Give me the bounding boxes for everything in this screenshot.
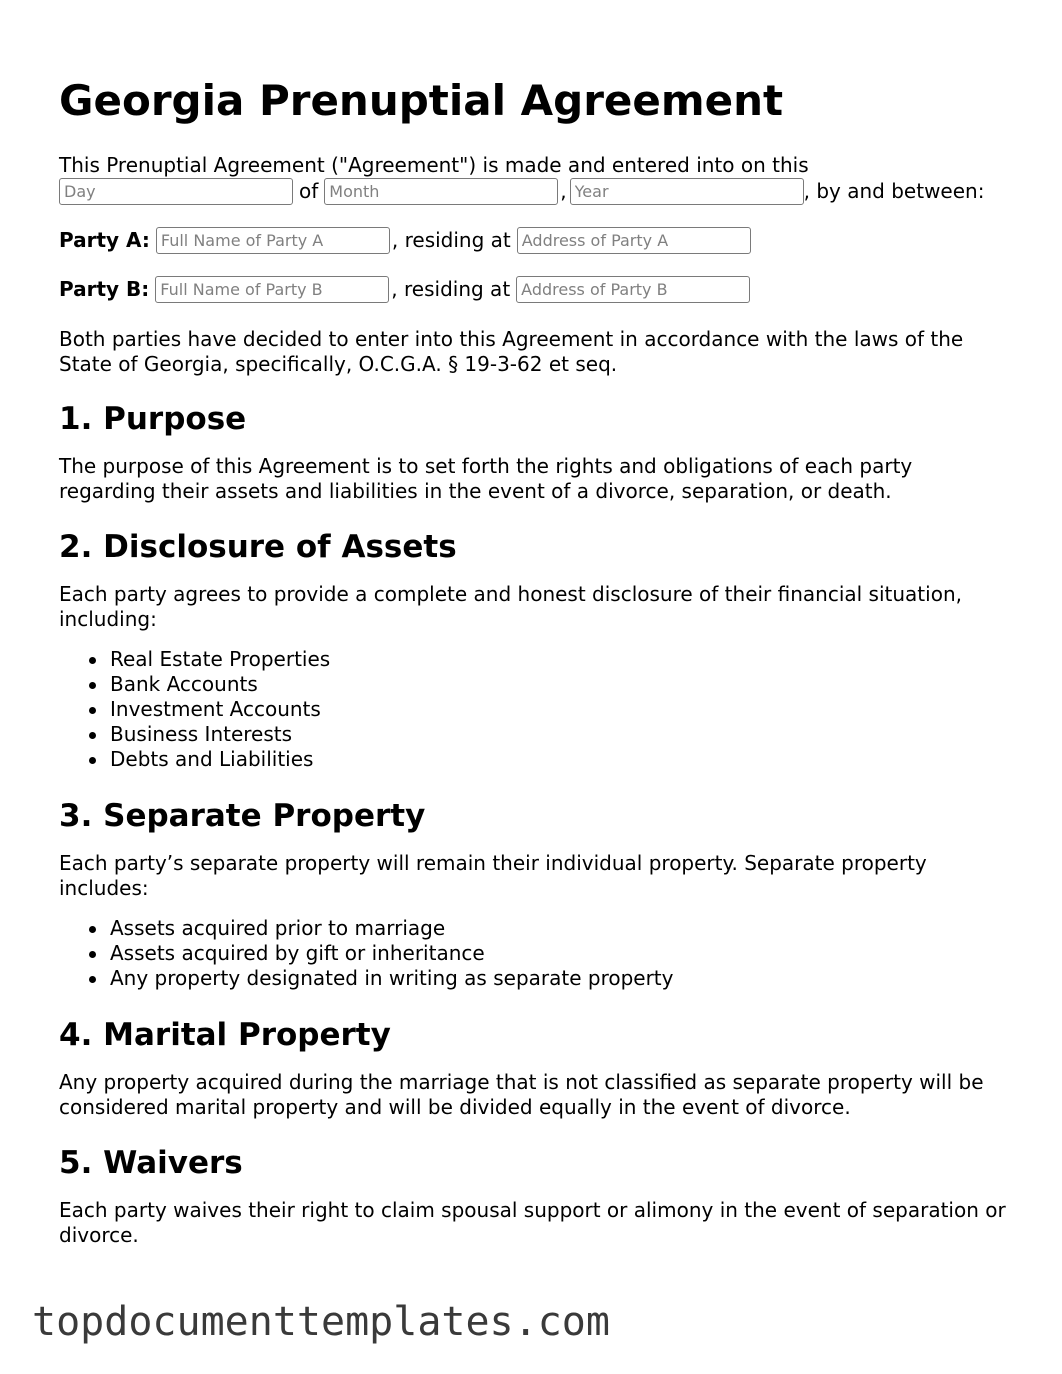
year-field[interactable] [570, 178, 804, 205]
watermark-text: topdocumenttemplates.com [32, 1299, 610, 1345]
comma-text: , [560, 179, 567, 203]
purpose-section [59, 399, 1009, 504]
list-item: Bank Accounts [110, 672, 1009, 697]
intro-date-line [59, 178, 1009, 205]
party-a-address-field[interactable] [517, 227, 751, 254]
marital-property-section [59, 1015, 1009, 1120]
disclosure-body: Each party agrees to provide a complete and honest disclosure of their financial situation, including: [59, 582, 962, 631]
waivers-section [59, 1143, 1009, 1248]
purpose-body: The purpose of this Agreement is to set forth the rights and obligations of each party regarding their assets and liabilities in the event of a divorce, separation, or death. [59, 454, 913, 503]
party-a-label: Party A: [59, 228, 150, 252]
separate-property-body: Each party’s separate property will remain their individual property. Separate property includes: [59, 851, 927, 900]
list-item: Debts and Liabilities [110, 747, 1009, 772]
document-page [59, 74, 1009, 1268]
of-text: of [299, 179, 319, 203]
list-item: Real Estate Properties [110, 647, 1009, 672]
separate-property-heading: 3. Separate Property [59, 798, 426, 834]
disclosure-heading: 2. Disclosure of Assets [59, 529, 457, 565]
purpose-heading: 1. Purpose [59, 401, 247, 437]
intro-text: This Prenuptial Agreement ("Agreement") is made and entered into on this [59, 153, 809, 177]
list-item: Assets acquired by gift or inheritance [110, 941, 1009, 966]
party-b-address-field[interactable] [516, 276, 750, 303]
waivers-heading: 5. Waivers [59, 1145, 243, 1181]
list-item: Any property designated in writing as separate property [110, 966, 1009, 991]
marital-property-heading: 4. Marital Property [59, 1017, 391, 1053]
document-title: Georgia Prenuptial Agreement [59, 76, 784, 125]
party-a-residing-text: , residing at [391, 228, 511, 252]
party-b-name-field[interactable] [155, 276, 389, 303]
waivers-body: Each party waives their right to claim spousal support or alimony in the event of separation or divorce. [59, 1198, 1006, 1247]
separate-property-section [59, 796, 1009, 991]
list-item: Business Interests [110, 722, 1009, 747]
list-item: Investment Accounts [110, 697, 1009, 722]
list-item: Assets acquired prior to marriage [110, 916, 1009, 941]
party-b-label: Party B: [59, 277, 150, 301]
disclosure-section [59, 527, 1009, 772]
day-field[interactable] [59, 178, 293, 205]
party-a-name-field[interactable] [156, 227, 390, 254]
laws-paragraph: Both parties have decided to enter into this Agreement in accordance with the laws of the State of Georgia, specifically, O.C.G.A. § 19-3-62 et seq. [59, 327, 964, 376]
marital-property-body: Any property acquired during the marriage that is not classified as separate property will be considered marital property and will be divided equally in the event of divorce. [59, 1070, 984, 1119]
month-field[interactable] [324, 178, 558, 205]
disclosure-list [59, 647, 1009, 772]
party-a-line [59, 227, 1009, 254]
party-b-residing-text: , residing at [391, 277, 511, 301]
party-b-line [59, 276, 1009, 303]
by-and-between-text: , by and between: [803, 179, 985, 203]
separate-property-list [59, 916, 1009, 991]
